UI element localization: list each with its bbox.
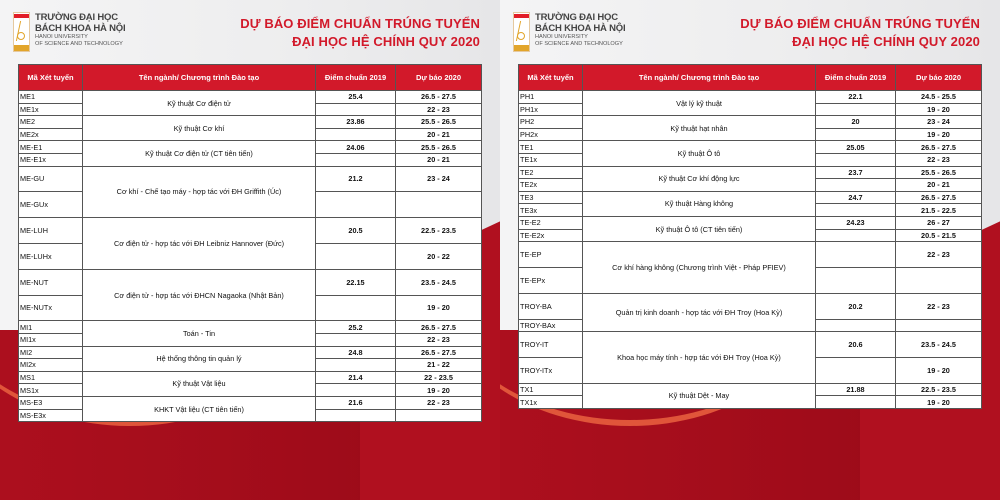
admission-code-cell: MI1x [19, 333, 83, 346]
admission-code-cell: ME1 [19, 91, 83, 104]
admission-code-cell: TE-E2 [519, 216, 583, 229]
score-2019-cell: 23.86 [316, 116, 396, 129]
forecast-2020-cell: 21 - 22 [396, 359, 482, 372]
program-name-cell: Kỹ thuật Ô tô [583, 141, 816, 166]
program-name-cell: Kỹ thuật Cơ điện tử [83, 91, 316, 116]
admission-code-cell: PH2x [519, 128, 583, 141]
score-2019-cell [816, 103, 896, 116]
score-2019-cell [816, 357, 896, 383]
admission-code-cell: TE2x [519, 179, 583, 192]
score-2019-cell: 24.8 [316, 346, 396, 359]
admission-code-cell: ME-NUT [19, 269, 83, 295]
school-name-vn-2: BÁCH KHOA HÀ NỘI [535, 23, 626, 34]
program-name-cell: Vật lý kỹ thuật [583, 91, 816, 116]
forecast-2020-cell: 22.5 - 23.5 [396, 218, 482, 244]
admission-code-cell: TE3x [519, 204, 583, 217]
score-2019-cell [816, 242, 896, 268]
forecast-2020-cell: 25.5 - 26.5 [896, 166, 982, 179]
university-logo-icon: ★ [13, 12, 30, 52]
school-name-en-1: HANOI UNIVERSITY [535, 34, 588, 40]
forecast-2020-cell: 23.5 - 24.5 [896, 332, 982, 358]
score-2019-cell [316, 103, 396, 116]
admission-code-cell: TE2 [519, 166, 583, 179]
admission-code-cell: TX1 [519, 383, 583, 396]
program-name-cell: Cơ điện tử - hợp tác với ĐHCN Nagaoka (Nhật Bản) [83, 269, 316, 321]
admission-code-cell: TE3 [519, 191, 583, 204]
score-2019-cell [816, 128, 896, 141]
score-2019-cell: 25.05 [816, 141, 896, 154]
program-name-cell: Toán - Tin [83, 321, 316, 346]
table-row [19, 321, 482, 334]
score-2019-cell [316, 128, 396, 141]
admission-code-cell: ME-NUTx [19, 295, 83, 321]
forecast-2020-cell: 20 - 21 [396, 128, 482, 141]
admission-code-cell: MS-E3 [19, 396, 83, 409]
program-name-cell: Kỹ thuật hạt nhân [583, 116, 816, 141]
admission-code-cell: TE-E2x [519, 229, 583, 242]
score-2019-cell: 21.2 [316, 166, 396, 192]
table-row [19, 396, 482, 409]
score-2019-cell [816, 319, 896, 332]
program-name-cell: Kỹ thuật Cơ khí động lực [583, 166, 816, 191]
admission-code-cell: TROY-BA [519, 293, 583, 319]
admission-code-cell: MS-E3x [19, 409, 83, 422]
score-2019-cell: 24.23 [816, 216, 896, 229]
score-2019-cell [316, 409, 396, 422]
admission-code-cell: TE-EP [519, 242, 583, 268]
table-row [519, 332, 982, 358]
forecast-2020-cell [396, 409, 482, 422]
admission-code-cell: ME1x [19, 103, 83, 116]
program-name-cell: KHKT Vật liệu (CT tiên tiến) [83, 396, 316, 421]
table-row [519, 191, 982, 204]
admission-code-cell: PH2 [519, 116, 583, 129]
program-name-cell: Cơ khí hàng không (Chương trình Việt - Pháp PFIEV) [583, 242, 816, 294]
school-name-vn-1: TRƯỜNG ĐẠI HỌC [35, 12, 118, 23]
forecast-2020-cell: 22 - 23 [396, 396, 482, 409]
admission-code-cell: ME-E1x [19, 153, 83, 166]
program-name-cell: Kỹ thuật Cơ khí [83, 116, 316, 141]
forecast-2020-cell: 25.5 - 26.5 [396, 141, 482, 154]
program-name-cell: Kỹ thuật Dệt - May [583, 383, 816, 408]
table-row [519, 242, 982, 268]
program-name-cell: Kỹ thuật Ô tô (CT tiên tiến) [583, 216, 816, 241]
forecast-2020-cell: 26.5 - 27.5 [396, 321, 482, 334]
score-2019-cell: 22.1 [816, 91, 896, 104]
admission-code-cell: ME-GUx [19, 192, 83, 218]
admission-code-cell: MS1 [19, 371, 83, 384]
table-row [519, 293, 982, 319]
program-name-cell: Cơ khí - Chế tạo máy - hợp tác với ĐH Griffith (Úc) [83, 166, 316, 218]
col-header-code: Mã Xét tuyển [19, 65, 83, 91]
school-name [535, 12, 625, 48]
forecast-2020-cell: 20.5 - 21.5 [896, 229, 982, 242]
forecast-2020-cell: 22 - 23.5 [396, 371, 482, 384]
admission-code-cell: TE1 [519, 141, 583, 154]
score-2019-cell: 25.4 [316, 91, 396, 104]
col-header-program: Tên ngành/ Chương trình Đào tạo [83, 65, 316, 91]
table-row [519, 216, 982, 229]
admission-code-cell: TROY-ITx [519, 357, 583, 383]
title-line-2: ĐẠI HỌC HỆ CHÍNH QUY 2020 [792, 34, 980, 49]
score-2019-cell: 23.7 [816, 166, 896, 179]
col-header-score-2019: Điểm chuẩn 2019 [316, 65, 396, 91]
col-header-forecast-2020: Dự báo 2020 [396, 65, 482, 91]
forecast-2020-cell: 22 - 23 [896, 153, 982, 166]
admission-code-cell: ME-LUH [19, 218, 83, 244]
school-name [35, 12, 125, 48]
title-line-2: ĐẠI HỌC HỆ CHÍNH QUY 2020 [292, 34, 480, 49]
admission-code-cell: TE1x [519, 153, 583, 166]
score-2019-cell [316, 384, 396, 397]
score-2019-cell: 20.2 [816, 293, 896, 319]
forecast-2020-cell: 22 - 23 [396, 333, 482, 346]
program-name-cell: Kỹ thuật Hàng không [583, 191, 816, 216]
forecast-2020-cell: 23.5 - 24.5 [396, 269, 482, 295]
title-line-1: DỰ BÁO ĐIỂM CHUẨN TRÚNG TUYỂN [240, 16, 480, 31]
school-name-en-2: OF SCIENCE AND TECHNOLOGY [35, 41, 123, 47]
forecast-2020-cell: 25.5 - 26.5 [396, 116, 482, 129]
admission-code-cell: ME-E1 [19, 141, 83, 154]
score-2019-cell [816, 204, 896, 217]
score-table-right [518, 64, 982, 409]
score-2019-cell [816, 267, 896, 293]
col-header-code: Mã Xét tuyển [519, 65, 583, 91]
forecast-2020-cell: 21.5 - 22.5 [896, 204, 982, 217]
admission-code-cell: MI1 [19, 321, 83, 334]
admission-code-cell: MS1x [19, 384, 83, 397]
table-row [19, 346, 482, 359]
forecast-2020-cell: 23 - 24 [396, 166, 482, 192]
forecast-2020-cell: 26.5 - 27.5 [396, 91, 482, 104]
title-line-1: DỰ BÁO ĐIỂM CHUẨN TRÚNG TUYỂN [740, 16, 980, 31]
program-name-cell: Khoa học máy tính - hợp tác với ĐH Troy (Hoa Kỳ) [583, 332, 816, 384]
table-row [19, 218, 482, 244]
forecast-2020-cell: 22 - 23 [896, 293, 982, 319]
score-2019-cell [316, 295, 396, 321]
school-name-vn-2: BÁCH KHOA HÀ NỘI [35, 23, 126, 34]
program-name-cell: Quản trị kinh doanh - hợp tác với ĐH Troy (Hoa Kỳ) [583, 293, 816, 331]
score-2019-cell: 21.88 [816, 383, 896, 396]
program-name-cell: Kỹ thuật Cơ điện tử (CT tiên tiến) [83, 141, 316, 166]
forecast-2020-cell: 26.5 - 27.5 [396, 346, 482, 359]
score-2019-cell [816, 179, 896, 192]
page-title [240, 15, 480, 51]
score-2019-cell [816, 396, 896, 409]
score-2019-cell [816, 153, 896, 166]
table-row [519, 383, 982, 396]
forecast-2020-cell: 20 - 22 [396, 243, 482, 269]
admission-code-cell: PH1 [519, 91, 583, 104]
score-2019-cell: 20 [816, 116, 896, 129]
table-row [519, 91, 982, 104]
score-2019-cell [316, 243, 396, 269]
score-2019-cell [316, 359, 396, 372]
admission-code-cell: MI2x [19, 359, 83, 372]
forecast-2020-cell: 26.5 - 27.5 [896, 141, 982, 154]
admission-code-cell: TE-EPx [519, 267, 583, 293]
university-logo-icon: ★ [513, 12, 530, 52]
table-row [19, 141, 482, 154]
forecast-2020-cell: 19 - 20 [396, 295, 482, 321]
score-2019-cell [816, 229, 896, 242]
table-row [19, 166, 482, 192]
admission-code-cell: ME-GU [19, 166, 83, 192]
admission-code-cell: MI2 [19, 346, 83, 359]
table-row [19, 116, 482, 129]
forecast-2020-cell: 20 - 21 [896, 179, 982, 192]
forecast-2020-cell [896, 319, 982, 332]
col-header-program: Tên ngành/ Chương trình Đào tạo [583, 65, 816, 91]
forecast-2020-cell: 23 - 24 [896, 116, 982, 129]
score-2019-cell: 20.6 [816, 332, 896, 358]
forecast-2020-cell: 19 - 20 [896, 103, 982, 116]
forecast-2020-cell: 26.5 - 27.5 [896, 191, 982, 204]
table-row [519, 116, 982, 129]
table-row [19, 269, 482, 295]
admission-code-cell: TX1x [519, 396, 583, 409]
admission-code-cell: TROY-IT [519, 332, 583, 358]
page-title [740, 15, 980, 51]
forecast-2020-cell: 19 - 20 [396, 384, 482, 397]
table-row [19, 91, 482, 104]
score-2019-cell: 25.2 [316, 321, 396, 334]
forecast-2020-cell: 19 - 20 [896, 396, 982, 409]
forecast-2020-cell: 19 - 20 [896, 357, 982, 383]
admission-code-cell: PH1x [519, 103, 583, 116]
forecast-2020-cell: 26 - 27 [896, 216, 982, 229]
score-2019-cell [316, 333, 396, 346]
right-panel [500, 0, 1000, 500]
score-2019-cell [316, 192, 396, 218]
school-name-en-1: HANOI UNIVERSITY [35, 34, 88, 40]
score-table-left [18, 64, 482, 422]
forecast-2020-cell [896, 267, 982, 293]
admission-code-cell: ME2x [19, 128, 83, 141]
table-row [519, 141, 982, 154]
score-2019-cell [316, 153, 396, 166]
admission-code-cell: ME-LUHx [19, 243, 83, 269]
school-name-vn-1: TRƯỜNG ĐẠI HỌC [535, 12, 618, 23]
col-header-score-2019: Điểm chuẩn 2019 [816, 65, 896, 91]
forecast-2020-cell: 19 - 20 [896, 128, 982, 141]
score-2019-cell: 22.15 [316, 269, 396, 295]
forecast-2020-cell [396, 192, 482, 218]
forecast-2020-cell: 22.5 - 23.5 [896, 383, 982, 396]
forecast-2020-cell: 22 - 23 [896, 242, 982, 268]
score-2019-cell: 21.4 [316, 371, 396, 384]
table-row [19, 371, 482, 384]
forecast-2020-cell: 20 - 21 [396, 153, 482, 166]
program-name-cell: Hệ thống thông tin quản lý [83, 346, 316, 371]
program-name-cell: Cơ điện tử - hợp tác với ĐH Leibniz Hannover (Đức) [83, 218, 316, 270]
score-2019-cell: 24.7 [816, 191, 896, 204]
table-row [519, 166, 982, 179]
school-name-en-2: OF SCIENCE AND TECHNOLOGY [535, 41, 623, 47]
forecast-2020-cell: 22 - 23 [396, 103, 482, 116]
score-2019-cell: 24.06 [316, 141, 396, 154]
col-header-forecast-2020: Dự báo 2020 [896, 65, 982, 91]
score-2019-cell: 20.5 [316, 218, 396, 244]
admission-code-cell: TROY-BAx [519, 319, 583, 332]
program-name-cell: Kỹ thuật Vật liệu [83, 371, 316, 396]
forecast-2020-cell: 24.5 - 25.5 [896, 91, 982, 104]
admission-code-cell: ME2 [19, 116, 83, 129]
score-2019-cell: 21.6 [316, 396, 396, 409]
